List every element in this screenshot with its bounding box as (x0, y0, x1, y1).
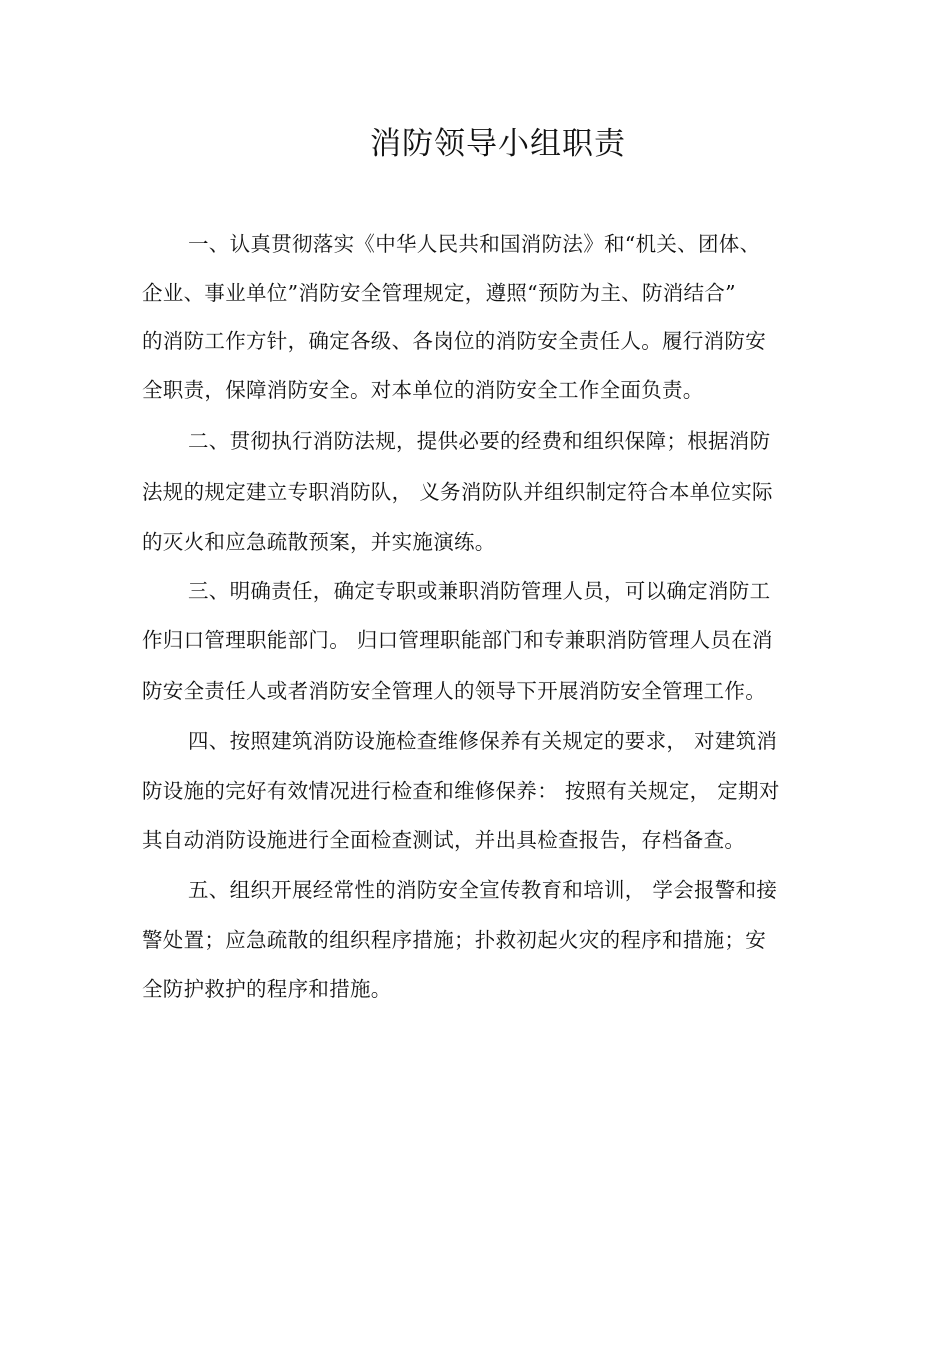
document-title: 消防领导小组职责 (370, 126, 626, 162)
paragraph-line: 警处置；应急疏散的组织程序措施；扑救初起火灾的程序和措施；安 (142, 928, 766, 952)
paragraph-line: 的消防工作方针，确定各级、各岗位的消防安全责任人。履行消防安 (142, 329, 766, 353)
paragraph-line: 的灭火和应急疏散预案，并实施演练。 (142, 530, 496, 554)
paragraph-line: 防安全责任人或者消防安全管理人的领导下开展消防安全管理工作。 (142, 679, 766, 703)
paragraph-line: 二、贯彻执行消防法规，提供必要的经费和组织保障；根据消防 (188, 429, 771, 453)
paragraph-line: 作归口管理职能部门。 归口管理职能部门和专兼职消防管理人员在消 (142, 628, 773, 652)
paragraph-line: 五、组织开展经常性的消防安全宣传教育和培训， 学会报警和接 (188, 878, 778, 902)
paragraph-line: 防设施的完好有效情况进行检查和维修保养： 按照有关规定， 定期对 (142, 779, 780, 803)
paragraph-line: 全防护救护的程序和措施。 (142, 977, 392, 1001)
paragraph-line: 企业、事业单位”消防安全管理规定，遵照“预防为主、防消结合” (142, 281, 736, 305)
paragraph-line: 一、认真贯彻落实《中华人民共和国消防法》和“机关、团体、 (188, 232, 761, 256)
paragraph-line: 四、按照建筑消防设施检查维修保养有关规定的要求， 对建筑消 (188, 729, 778, 753)
paragraph-line: 法规的规定建立专职消防队， 义务消防队并组织制定符合本单位实际 (142, 480, 773, 504)
paragraph-line: 三、明确责任，确定专职或兼职消防管理人员，可以确定消防工 (188, 579, 771, 603)
paragraph-line: 其自动消防设施进行全面检查测试，并出具检查报告，存档备查。 (142, 828, 746, 852)
paragraph-line: 全职责，保障消防安全。对本单位的消防安全工作全面负责。 (142, 378, 704, 402)
